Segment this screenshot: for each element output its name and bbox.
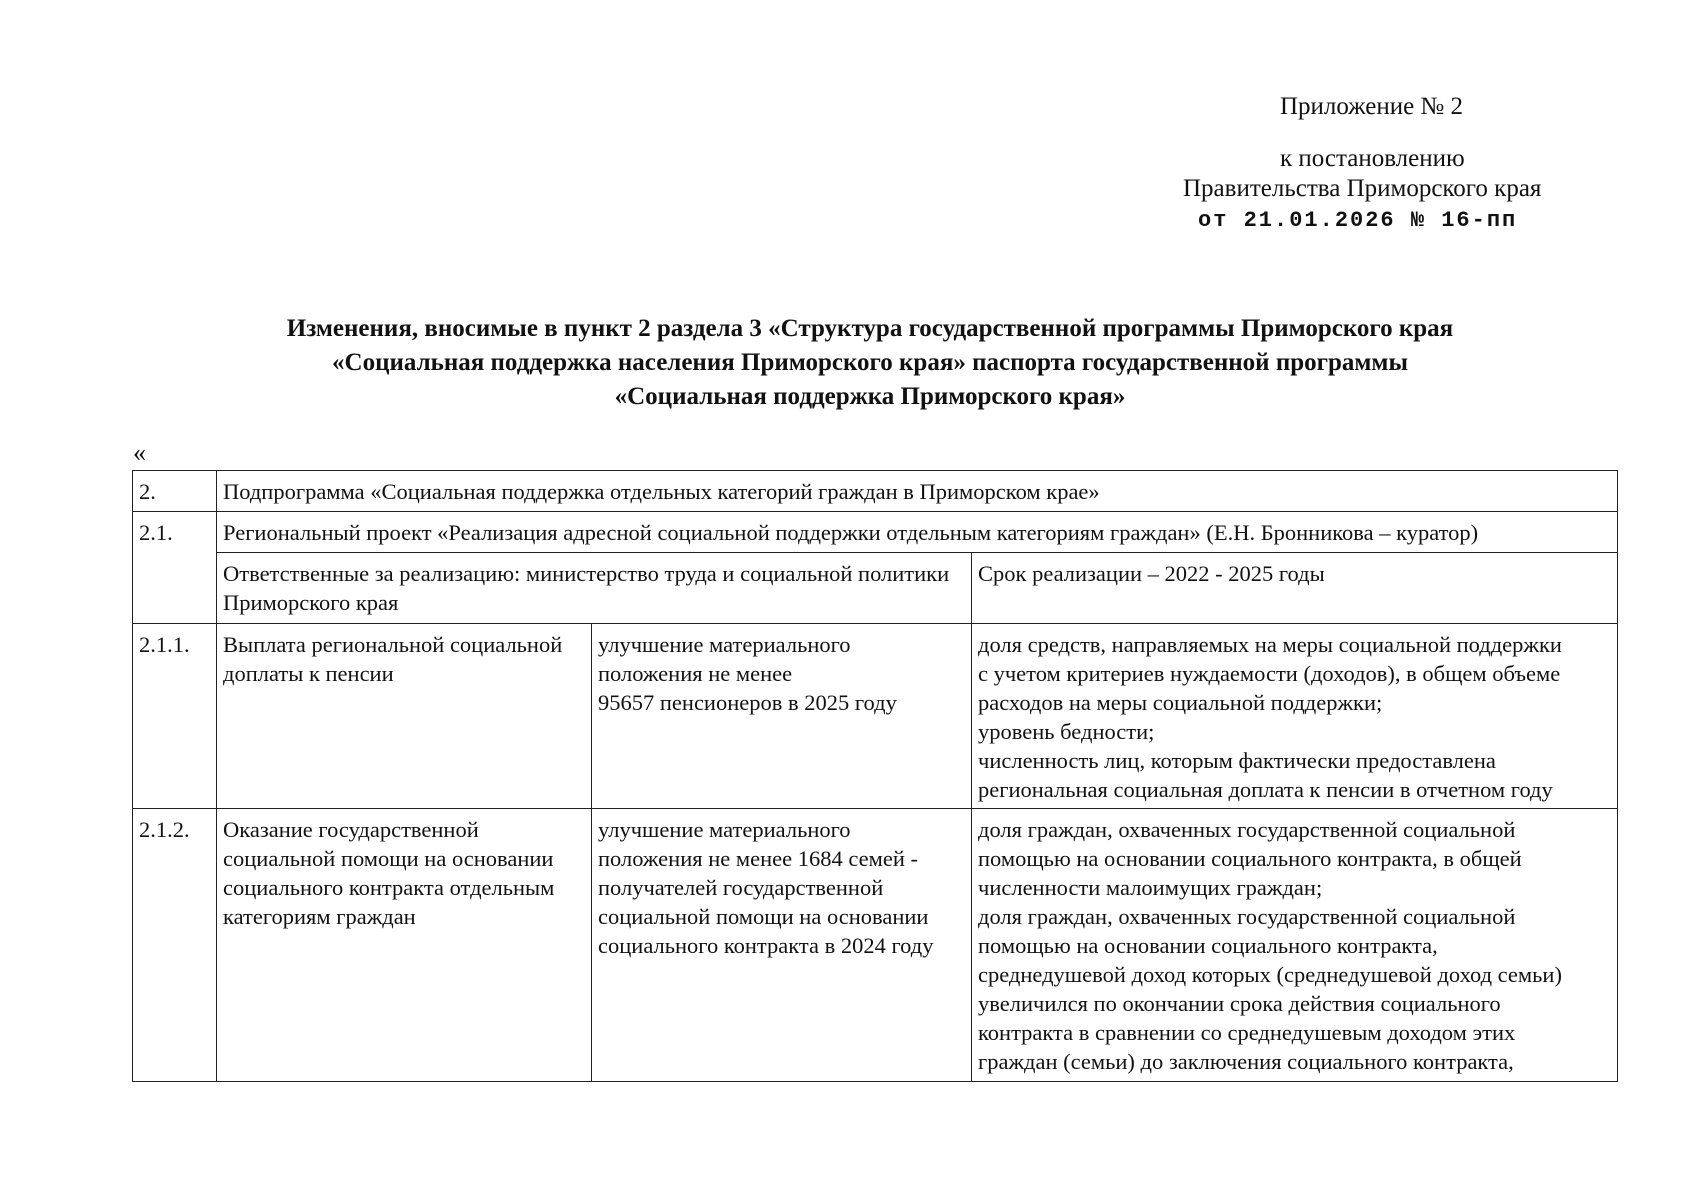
effect-cell: улучшение материального положения не менее 95657 пенсионеров в 2025 году xyxy=(592,624,972,809)
term-cell: Срок реализации – 2022 - 2025 годы xyxy=(972,553,1618,624)
table-row xyxy=(133,553,1618,624)
task-cell: Выплата региональной социальной доплаты к пенсии xyxy=(217,624,592,809)
heading-line-3: «Социальная поддержка Приморского края» xyxy=(614,383,1126,410)
effect-cell: улучшение материального положения не менее 1684 семей - получателей государственной социальной помощи на основании социального контракта в 2024 году xyxy=(592,809,972,1082)
table-row xyxy=(133,624,1618,809)
row-number: 2.1. xyxy=(133,512,217,624)
annex-title: Приложение № 2 xyxy=(1280,93,1464,120)
row-number: 2.1.1. xyxy=(133,624,217,809)
annex-line-2: Правительства Приморского края xyxy=(1183,175,1542,202)
annex-header xyxy=(1175,92,1595,236)
open-quote-mark: « xyxy=(133,438,146,467)
document-heading xyxy=(120,312,1620,414)
subprogram-title: Подпрограмма «Социальная поддержка отдельных категорий граждан в Приморском крае» xyxy=(217,471,1618,512)
task-cell: Оказание государственной социальной помощи на основании социального контракта отдельным категориям граждан xyxy=(217,809,592,1082)
indicators-cell: доля граждан, охваченных государственной социальной помощью на основании социального контракта, в общей численности малоимущих граждан; доля граждан, охваченных государственной социальной помощью на основании социального контракта, среднедушевой доход которых (среднедушевой доход семьи) увеличился по окончании срока действия социального контракта в сравнении со среднедушевым доходом этих граждан (семьи) до заключения социального контракта, xyxy=(972,809,1618,1082)
row-number: 2. xyxy=(133,471,217,512)
table-row xyxy=(133,512,1618,553)
indicators-cell: доля средств, направляемых на меры социальной поддержки с учетом критериев нуждаемости (доходов), в общем объеме расходов на меры социальной поддержки; уровень бедности; численность лиц, которым фактически предоставлена региональная социальная доплата к пенсии в отчетном году xyxy=(972,624,1618,809)
annex-line-1: к постановлению xyxy=(1280,145,1465,172)
heading-line-1: Изменения, вносимые в пункт 2 раздела 3 «Структура государственной программы Приморского края xyxy=(286,315,1454,342)
table-row xyxy=(133,809,1618,1082)
heading-line-2: «Социальная поддержка населения Приморского края» паспорта государственной программы xyxy=(332,349,1408,376)
program-structure-table xyxy=(132,470,1618,1082)
responsible-cell: Ответственные за реализацию: министерство труда и социальной политики Приморского края xyxy=(217,553,972,624)
table-row xyxy=(133,471,1618,512)
annex-date-number: от 21.01.2026 № 16-пп xyxy=(1198,208,1518,233)
row-number: 2.1.2. xyxy=(133,809,217,1082)
regional-project-title: Региональный проект «Реализация адресной социальной поддержки отдельным категориям граждан» (Е.Н. Бронникова – куратор) xyxy=(217,512,1618,553)
